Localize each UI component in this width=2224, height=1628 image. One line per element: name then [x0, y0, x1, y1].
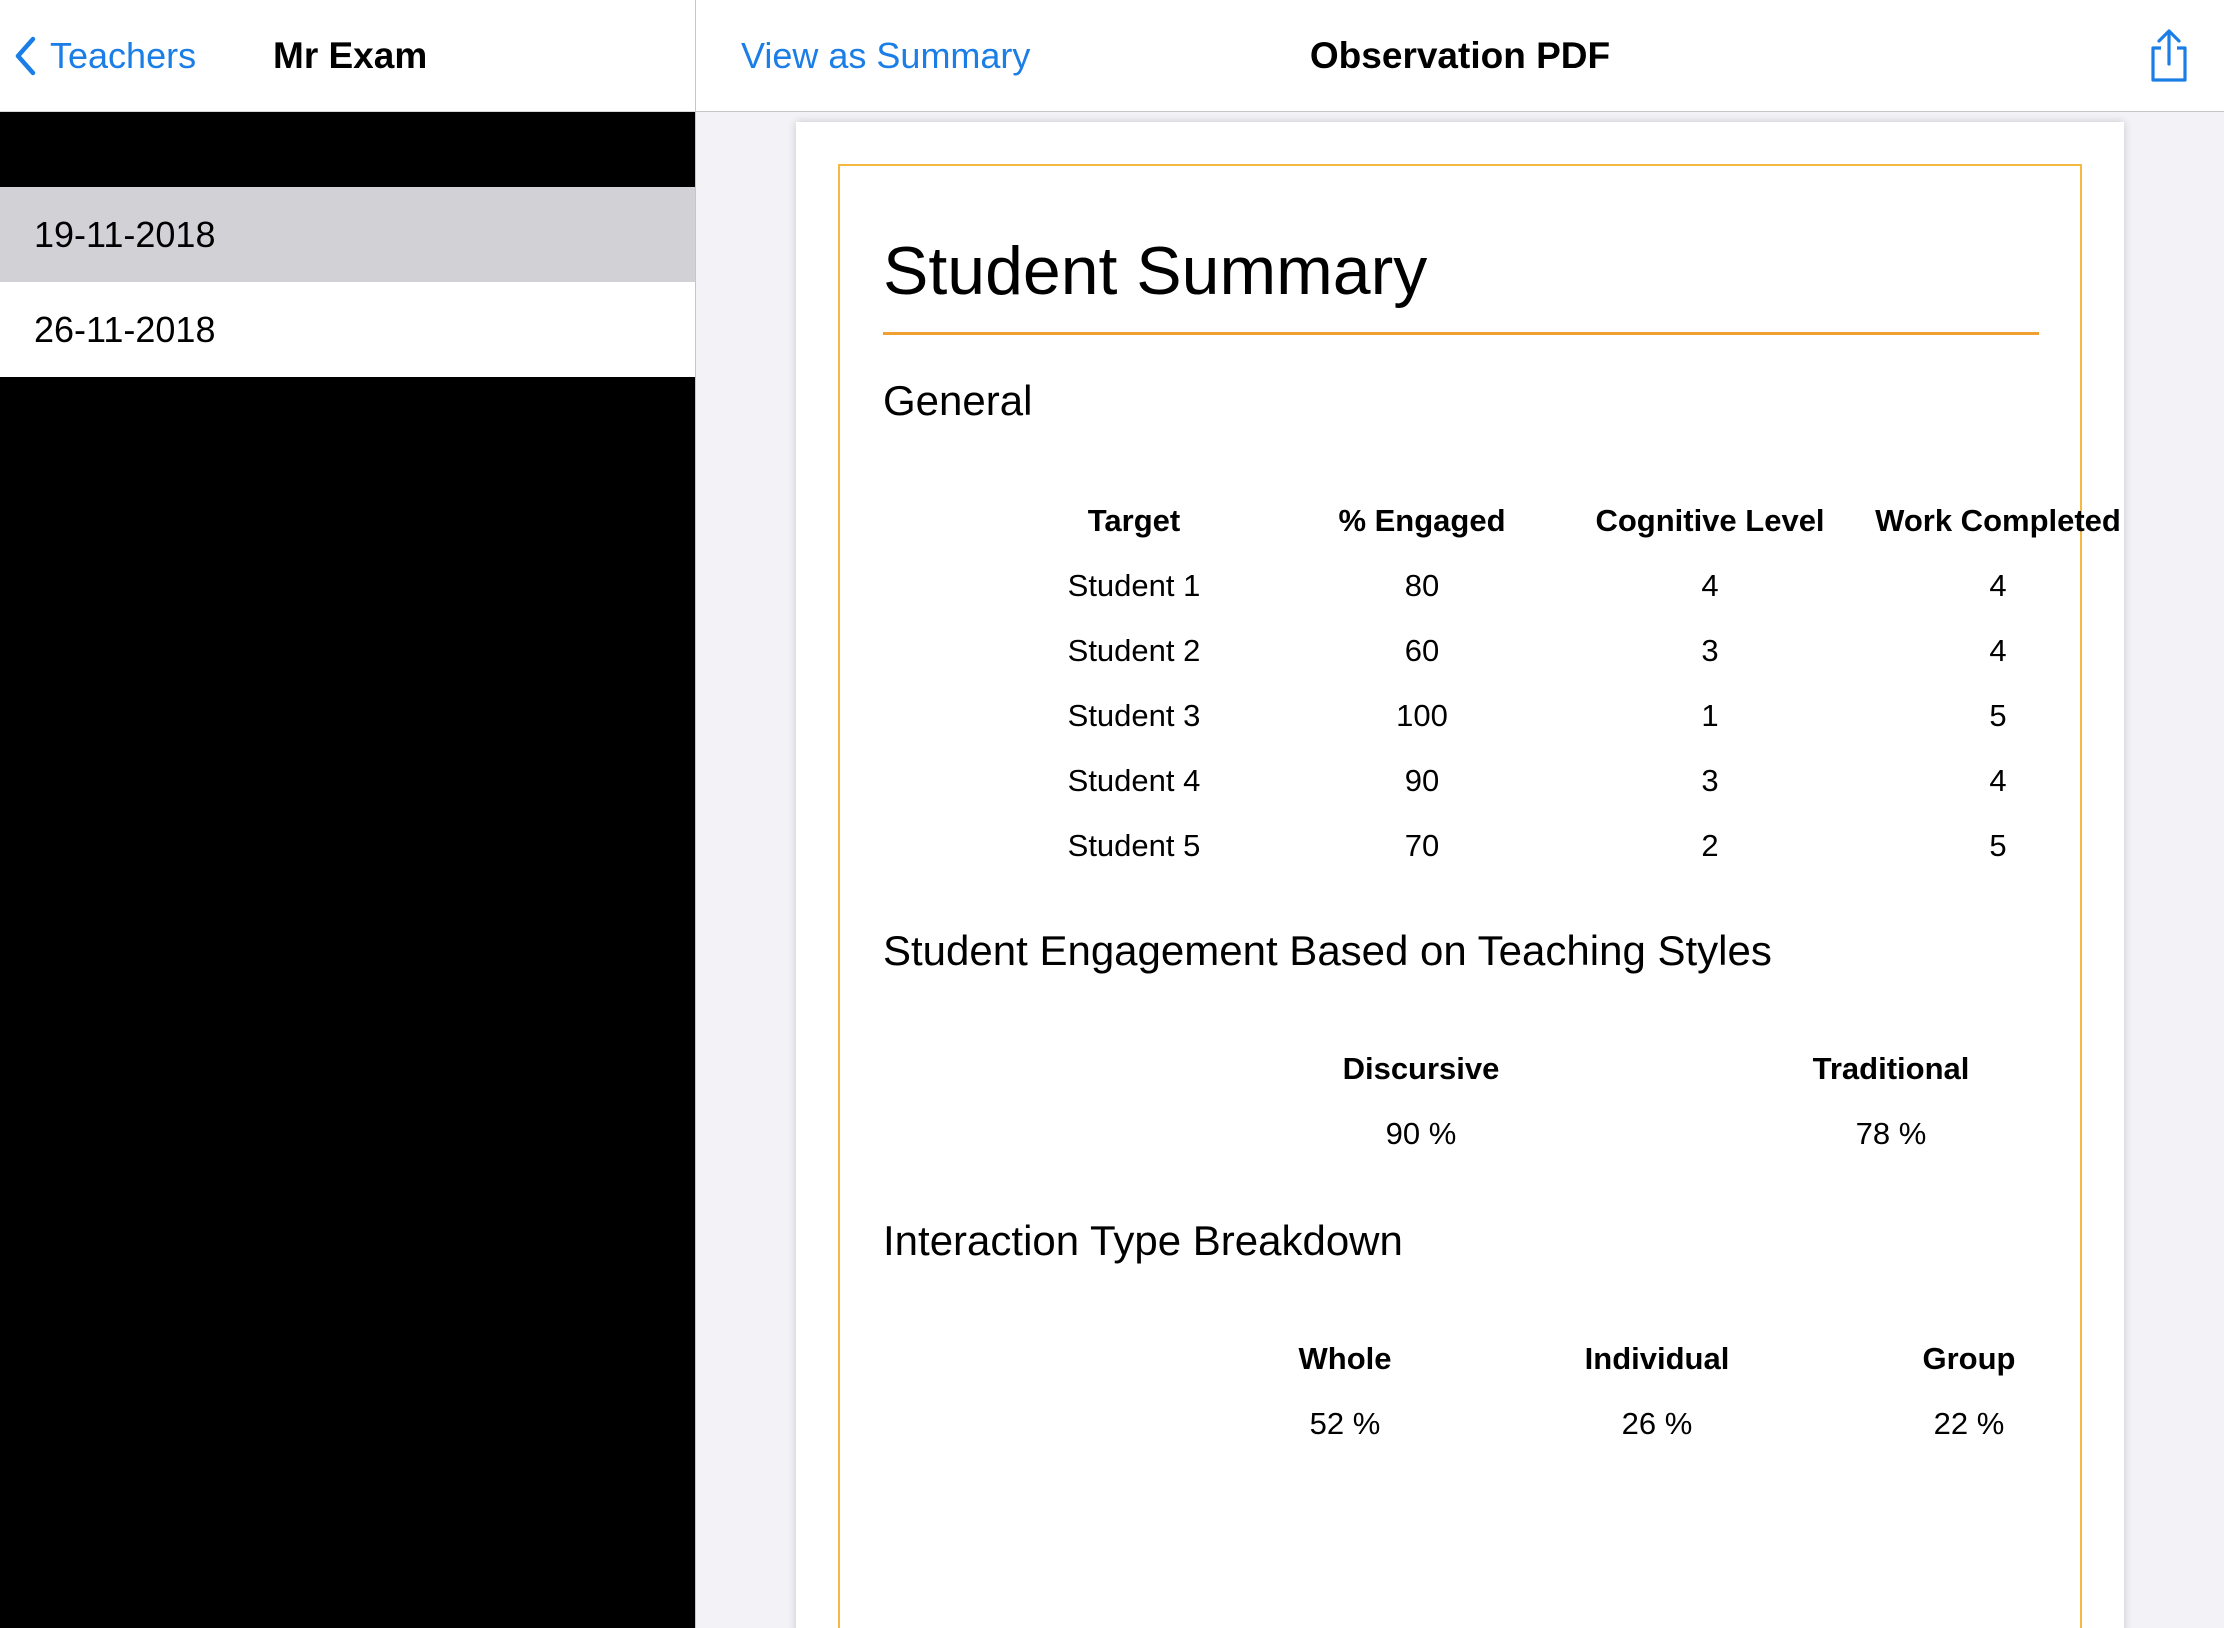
- column-header: % Engaged: [1338, 503, 1506, 538]
- pdf-border-frame: [838, 164, 2121, 1628]
- table-cell: 4: [1989, 763, 2007, 798]
- section-heading-engagement: Student Engagement Based on Teaching Styles: [883, 927, 1772, 974]
- table-header-row: [840, 488, 2121, 553]
- share-button[interactable]: [2144, 28, 2194, 84]
- table-cell: 70: [1404, 828, 1440, 863]
- stat-value: 22 %: [1933, 1406, 2005, 1441]
- stat-value: 26 %: [1621, 1406, 1693, 1441]
- master-title: Mr Exam: [273, 35, 428, 76]
- table-row: [840, 618, 2080, 683]
- stat-label: Whole: [1298, 1341, 1392, 1376]
- stat-label: Individual: [1584, 1341, 1730, 1376]
- table-cell: 4: [1989, 633, 2007, 668]
- table-cell: 90: [1404, 763, 1440, 798]
- table-row: [840, 813, 2080, 878]
- table-cell: 3: [1701, 763, 1719, 798]
- stat-label: Discursive: [1342, 1051, 1500, 1086]
- table-cell: 3: [1701, 633, 1719, 668]
- table-cell: Student 5: [1067, 828, 1201, 863]
- back-button[interactable]: [14, 30, 196, 82]
- detail-nav-bar: [696, 0, 2224, 112]
- table-cell: 60: [1404, 633, 1440, 668]
- table-cell: Student 2: [1067, 633, 1201, 668]
- table-row: [840, 748, 2080, 813]
- stat-label: Group: [1922, 1341, 2016, 1376]
- table-cell: 4: [1989, 568, 2007, 603]
- back-button-label: Teachers: [50, 35, 197, 76]
- stat-value: 90 %: [1385, 1116, 1457, 1151]
- date-item[interactable]: 19-11-2018: [0, 187, 695, 282]
- table-cell: Student 1: [1067, 568, 1201, 603]
- table-row: [840, 683, 2080, 748]
- section-heading-interaction: Interaction Type Breakdown: [883, 1217, 1403, 1264]
- view-as-summary-button[interactable]: View as Summary: [741, 35, 1031, 76]
- detail-title: Observation PDF: [1309, 35, 1611, 76]
- table-cell: 1: [1701, 698, 1719, 733]
- stat-label: Traditional: [1812, 1051, 1970, 1086]
- stat-value: 78 %: [1855, 1116, 1927, 1151]
- table-cell: Student 3: [1067, 698, 1201, 733]
- table-cell: 5: [1989, 698, 2007, 733]
- table-cell: 2: [1701, 828, 1719, 863]
- date-list: [0, 187, 695, 377]
- stat-value: 52 %: [1309, 1406, 1381, 1441]
- detail-pane: [696, 0, 2224, 1628]
- general-table: [840, 488, 2121, 878]
- document-title: Student Summary: [883, 233, 1428, 309]
- date-item[interactable]: 26-11-2018: [0, 282, 695, 377]
- share-icon: [2144, 28, 2194, 84]
- table-cell: 4: [1701, 568, 1719, 603]
- column-header: Work Completed: [1875, 503, 2121, 538]
- master-nav-bar: [0, 0, 695, 112]
- table-cell: 100: [1396, 698, 1448, 733]
- title-divider: [883, 332, 2039, 335]
- table-row: [840, 553, 2080, 618]
- section-heading-general: General: [883, 377, 1033, 424]
- column-header: Cognitive Level: [1595, 503, 1825, 538]
- column-header: Target: [1087, 503, 1181, 538]
- table-cell: 80: [1404, 568, 1440, 603]
- chevron-left-icon: [14, 36, 36, 76]
- pdf-page: [796, 122, 2124, 1628]
- master-pane: [0, 0, 695, 1628]
- table-cell: Student 4: [1067, 763, 1201, 798]
- table-cell: 5: [1989, 828, 2007, 863]
